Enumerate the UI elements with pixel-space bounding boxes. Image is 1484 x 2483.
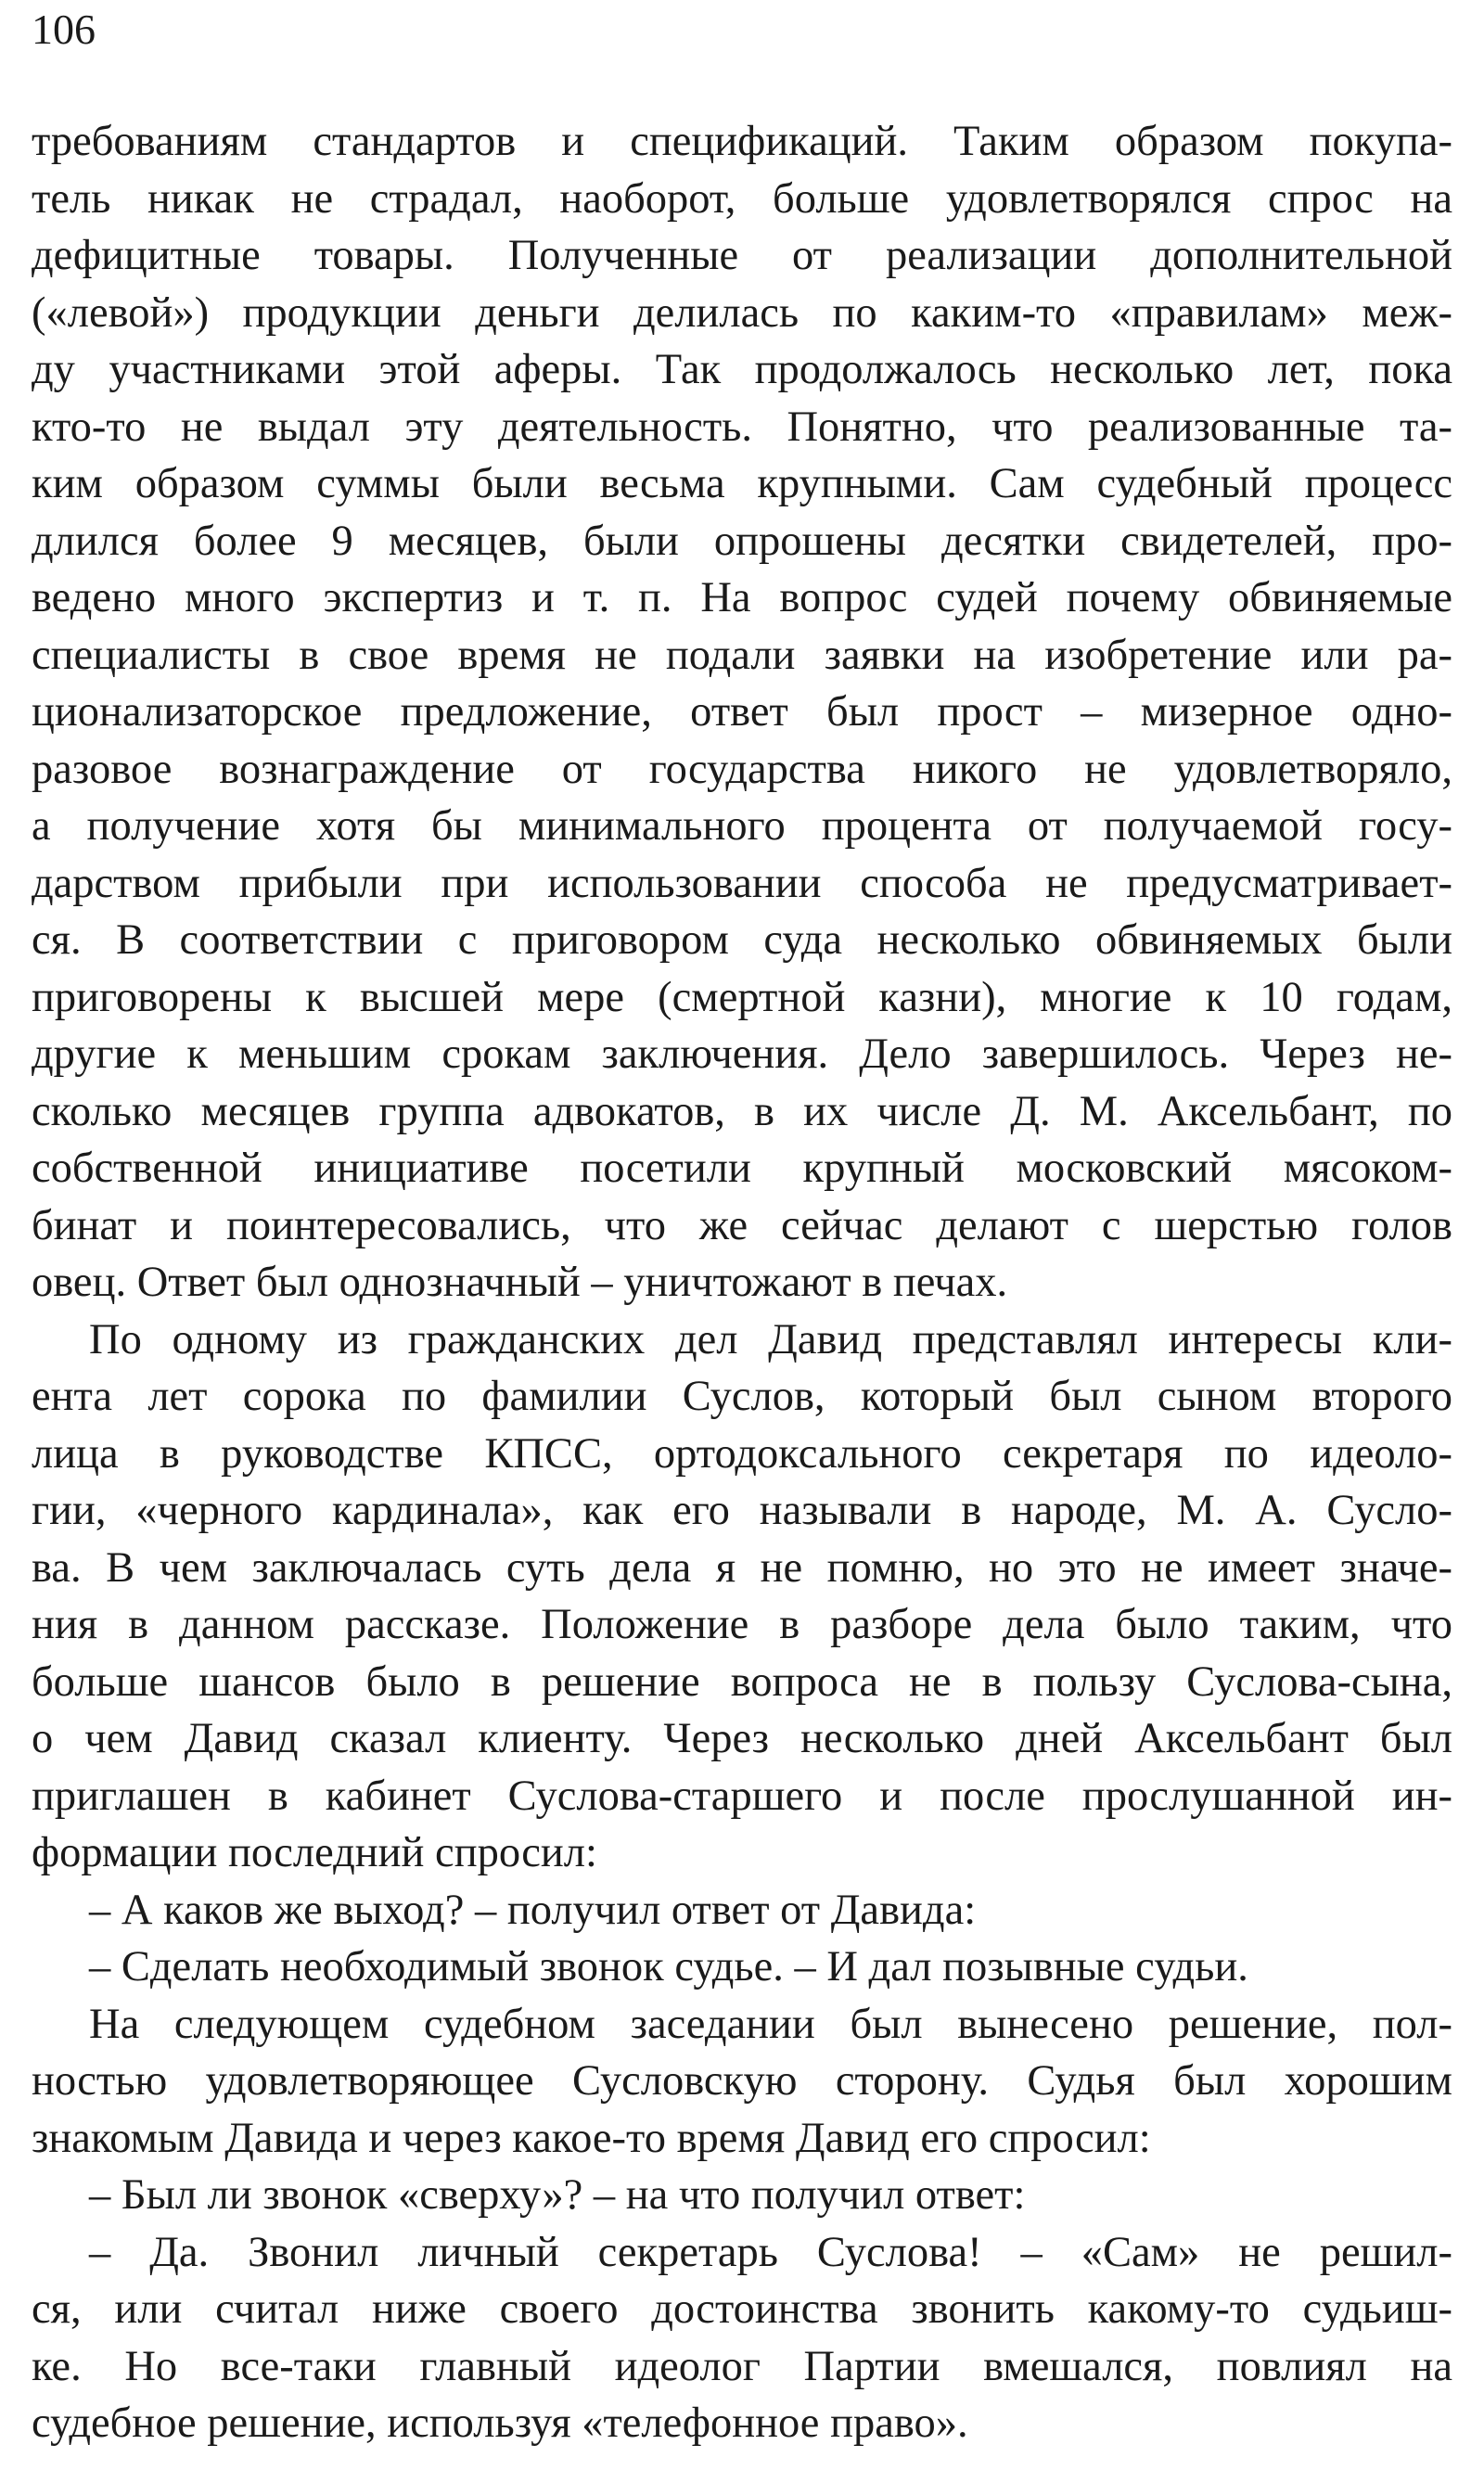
text-line: тель никак не страдал, наоборот, больше удовлетворялся спрос на	[32, 174, 1452, 223]
text-line: собственной инициативе посетили крупный московский мясоком-	[32, 1145, 1452, 1192]
text-line: ким образом суммы были весьма крупными. Сам судебный процесс	[32, 460, 1452, 507]
text-line: разовое вознаграждение от государства никого не удовлетворяло,	[32, 745, 1452, 793]
text-line: формации последний спросил:	[32, 1829, 597, 1876]
text-line: ния в данном рассказе. Положение в разборе дела было таким, что	[32, 1601, 1452, 1648]
text-line: больше шансов было в решение вопроса не в пользу Суслова-сына,	[32, 1657, 1452, 1706]
text-line: приглашен в кабинет Суслова-старшего и после прослушанной ин-	[32, 1772, 1452, 1820]
text-line: ся, или считал ниже своего достоинства звонить какому-то судьиш-	[32, 2285, 1452, 2333]
text-line: ва. В чем заключалась суть дела я не помню, но это не имеет значе-	[32, 1543, 1452, 1592]
text-line: о чем Давид сказал клиенту. Через несколько дней Аксельбант был	[32, 1715, 1452, 1762]
text-line: – Да. Звонил личный секретарь Суслова! – «Сам» не решил-	[89, 2228, 1452, 2276]
text-line: дарством прибыли при использовании способа не предусматривает-	[32, 859, 1452, 907]
text-line: а получение хотя бы минимального процента от получаемой госу-	[32, 802, 1452, 850]
text-line: ду участниками этой аферы. Так продолжалось несколько лет, пока	[32, 346, 1452, 393]
text-line: гии, «черного кардинала», как его называли в народе, М. А. Сусло-	[32, 1487, 1452, 1534]
text-line: бинат и поинтересовались, что же сейчас делают с шерстью голов	[32, 1201, 1452, 1249]
text-line: знакомым Давида и через какое-то время Давид его спросил:	[32, 2114, 1151, 2162]
text-line: ведено много экспертиз и т. п. На вопрос судей почему обвиняемые	[32, 574, 1452, 621]
text-line: – А каков же выход? – получил ответ от Давида:	[89, 1886, 977, 1934]
page-number: 106	[32, 6, 96, 53]
text-line: кто-то не выдал эту деятельность. Понятно, что реализованные та-	[32, 403, 1452, 451]
text-line: ке. Но все-таки главный идеолог Партии вмешался, повлиял на	[32, 2342, 1452, 2390]
text-line: («левой») продукции деньги делилась по каким-то «правилам» меж-	[32, 288, 1452, 337]
text-line: судебное решение, используя «телефонное право».	[32, 2400, 968, 2447]
text-line: ционализаторское предложение, ответ был прост – мизерное одно-	[32, 688, 1452, 736]
text-line: овец. Ответ был однозначный – уничтожают в печах.	[32, 1259, 1008, 1306]
text-line: сколько месяцев группа адвокатов, в их числе Д. М. Аксельбант, по	[32, 1087, 1452, 1135]
text-line: ностью удовлетворяющее Сусловскую сторону. Судья был хорошим	[32, 2057, 1452, 2105]
text-line: требованиям стандартов и спецификаций. Таким образом покупа-	[32, 118, 1452, 165]
text-line: По одному из гражданских дел Давид представлял интересы кли-	[89, 1315, 1452, 1363]
text-line: – Сделать необходимый звонок судье. – И дал позывные судьи.	[89, 1943, 1248, 1990]
text-line: – Был ли звонок «сверху»? – на что получил ответ:	[89, 2171, 1026, 2219]
text-line: длился более 9 месяцев, были опрошены десятки свидетелей, про-	[32, 517, 1452, 565]
text-line: приговорены к высшей мере (смертной казни), многие к 10 годам,	[32, 973, 1452, 1021]
text-line: ента лет сорока по фамилии Суслов, который был сыном второго	[32, 1373, 1452, 1420]
text-line: лица в руководстве КПСС, ортодоксального секретаря по идеоло-	[32, 1429, 1452, 1478]
text-line: На следующем судебном заседании был вынесено решение, пол-	[89, 2000, 1452, 2048]
text-line: ся. В соответствии с приговором суда несколько обвиняемых были	[32, 916, 1452, 964]
text-line: другие к меньшим срокам заключения. Дело завершилось. Через не-	[32, 1030, 1452, 1078]
body-text	[32, 113, 1452, 2452]
text-line: специалисты в свое время не подали заявки на изобретение или ра-	[32, 631, 1452, 679]
text-line: дефицитные товары. Полученные от реализации дополнительной	[32, 232, 1452, 279]
